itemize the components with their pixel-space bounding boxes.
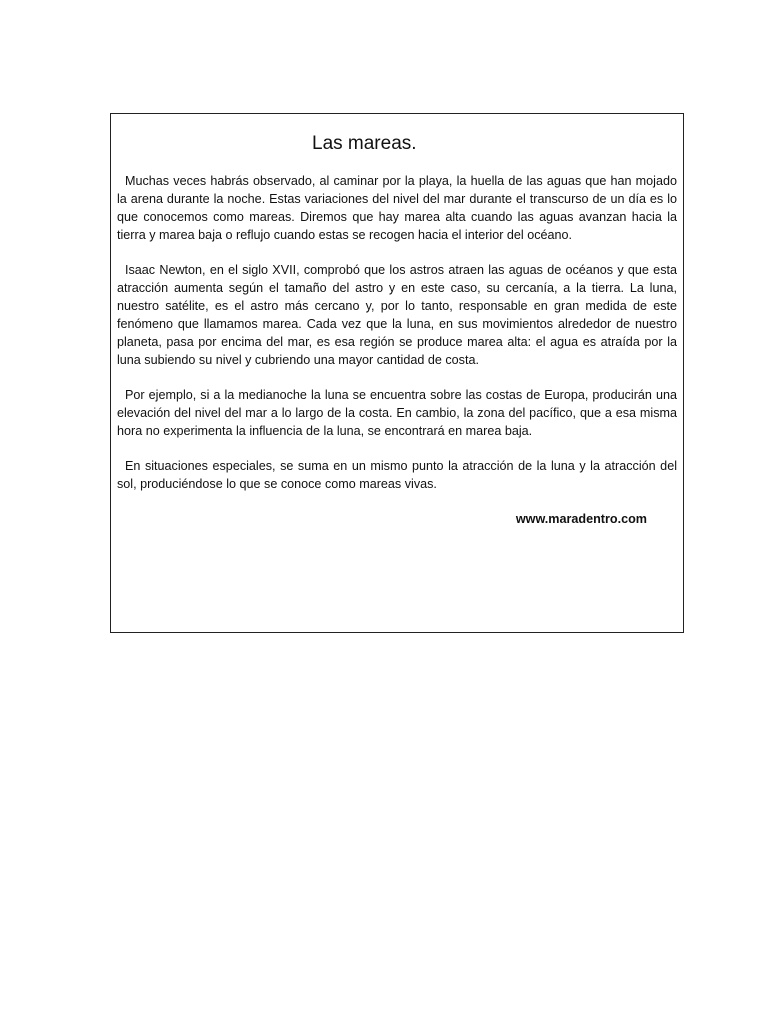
text-box <box>110 113 684 633</box>
document-title: Las mareas. <box>312 133 417 154</box>
paragraph-3: Por ejemplo, si a la medianoche la luna se encuentra sobre las costas de Europa, producirán una elevación del nivel del mar a lo largo de la costa. En cambio, la zona del pacífico, que a esa misma hora no experimenta la influencia de la luna, se encontrará en marea baja. <box>117 388 677 438</box>
source-url: www.maradentro.com <box>515 512 647 526</box>
paragraph-4: En situaciones especiales, se suma en un mismo punto la atracción de la luna y la atracción del sol, produciéndose lo que se conoce como mareas vivas. <box>117 459 677 491</box>
paragraph-1: Muchas veces habrás observado, al caminar por la playa, la huella de las aguas que han mojado la arena durante la noche. Estas variaciones del nivel del mar durante el transcurso de un día es lo que conocemos como mareas. Diremos que hay marea alta cuando las aguas avanzan hacia la tierra y marea baja o reflujo cuando estas se recogen hacia el interior del océano. <box>117 174 677 242</box>
paragraph-2: Isaac Newton, en el siglo XVII, comprobó que los astros atraen las aguas de océanos y que esta atracción aumenta según el tamaño del astro y en este caso, su cercanía, a la tierra. La luna, nuestro satélite, es el astro más cercano y, por lo tanto, responsable en gran medida de este fenómeno que llamamos marea. Cada vez que la luna, en sus movimientos alrededor de nuestro planeta, pasa por encima del mar, es esa región se produce marea alta: el agua es atraída por la luna subiendo su nivel y cubriendo una mayor cantidad de costa. <box>117 263 677 367</box>
